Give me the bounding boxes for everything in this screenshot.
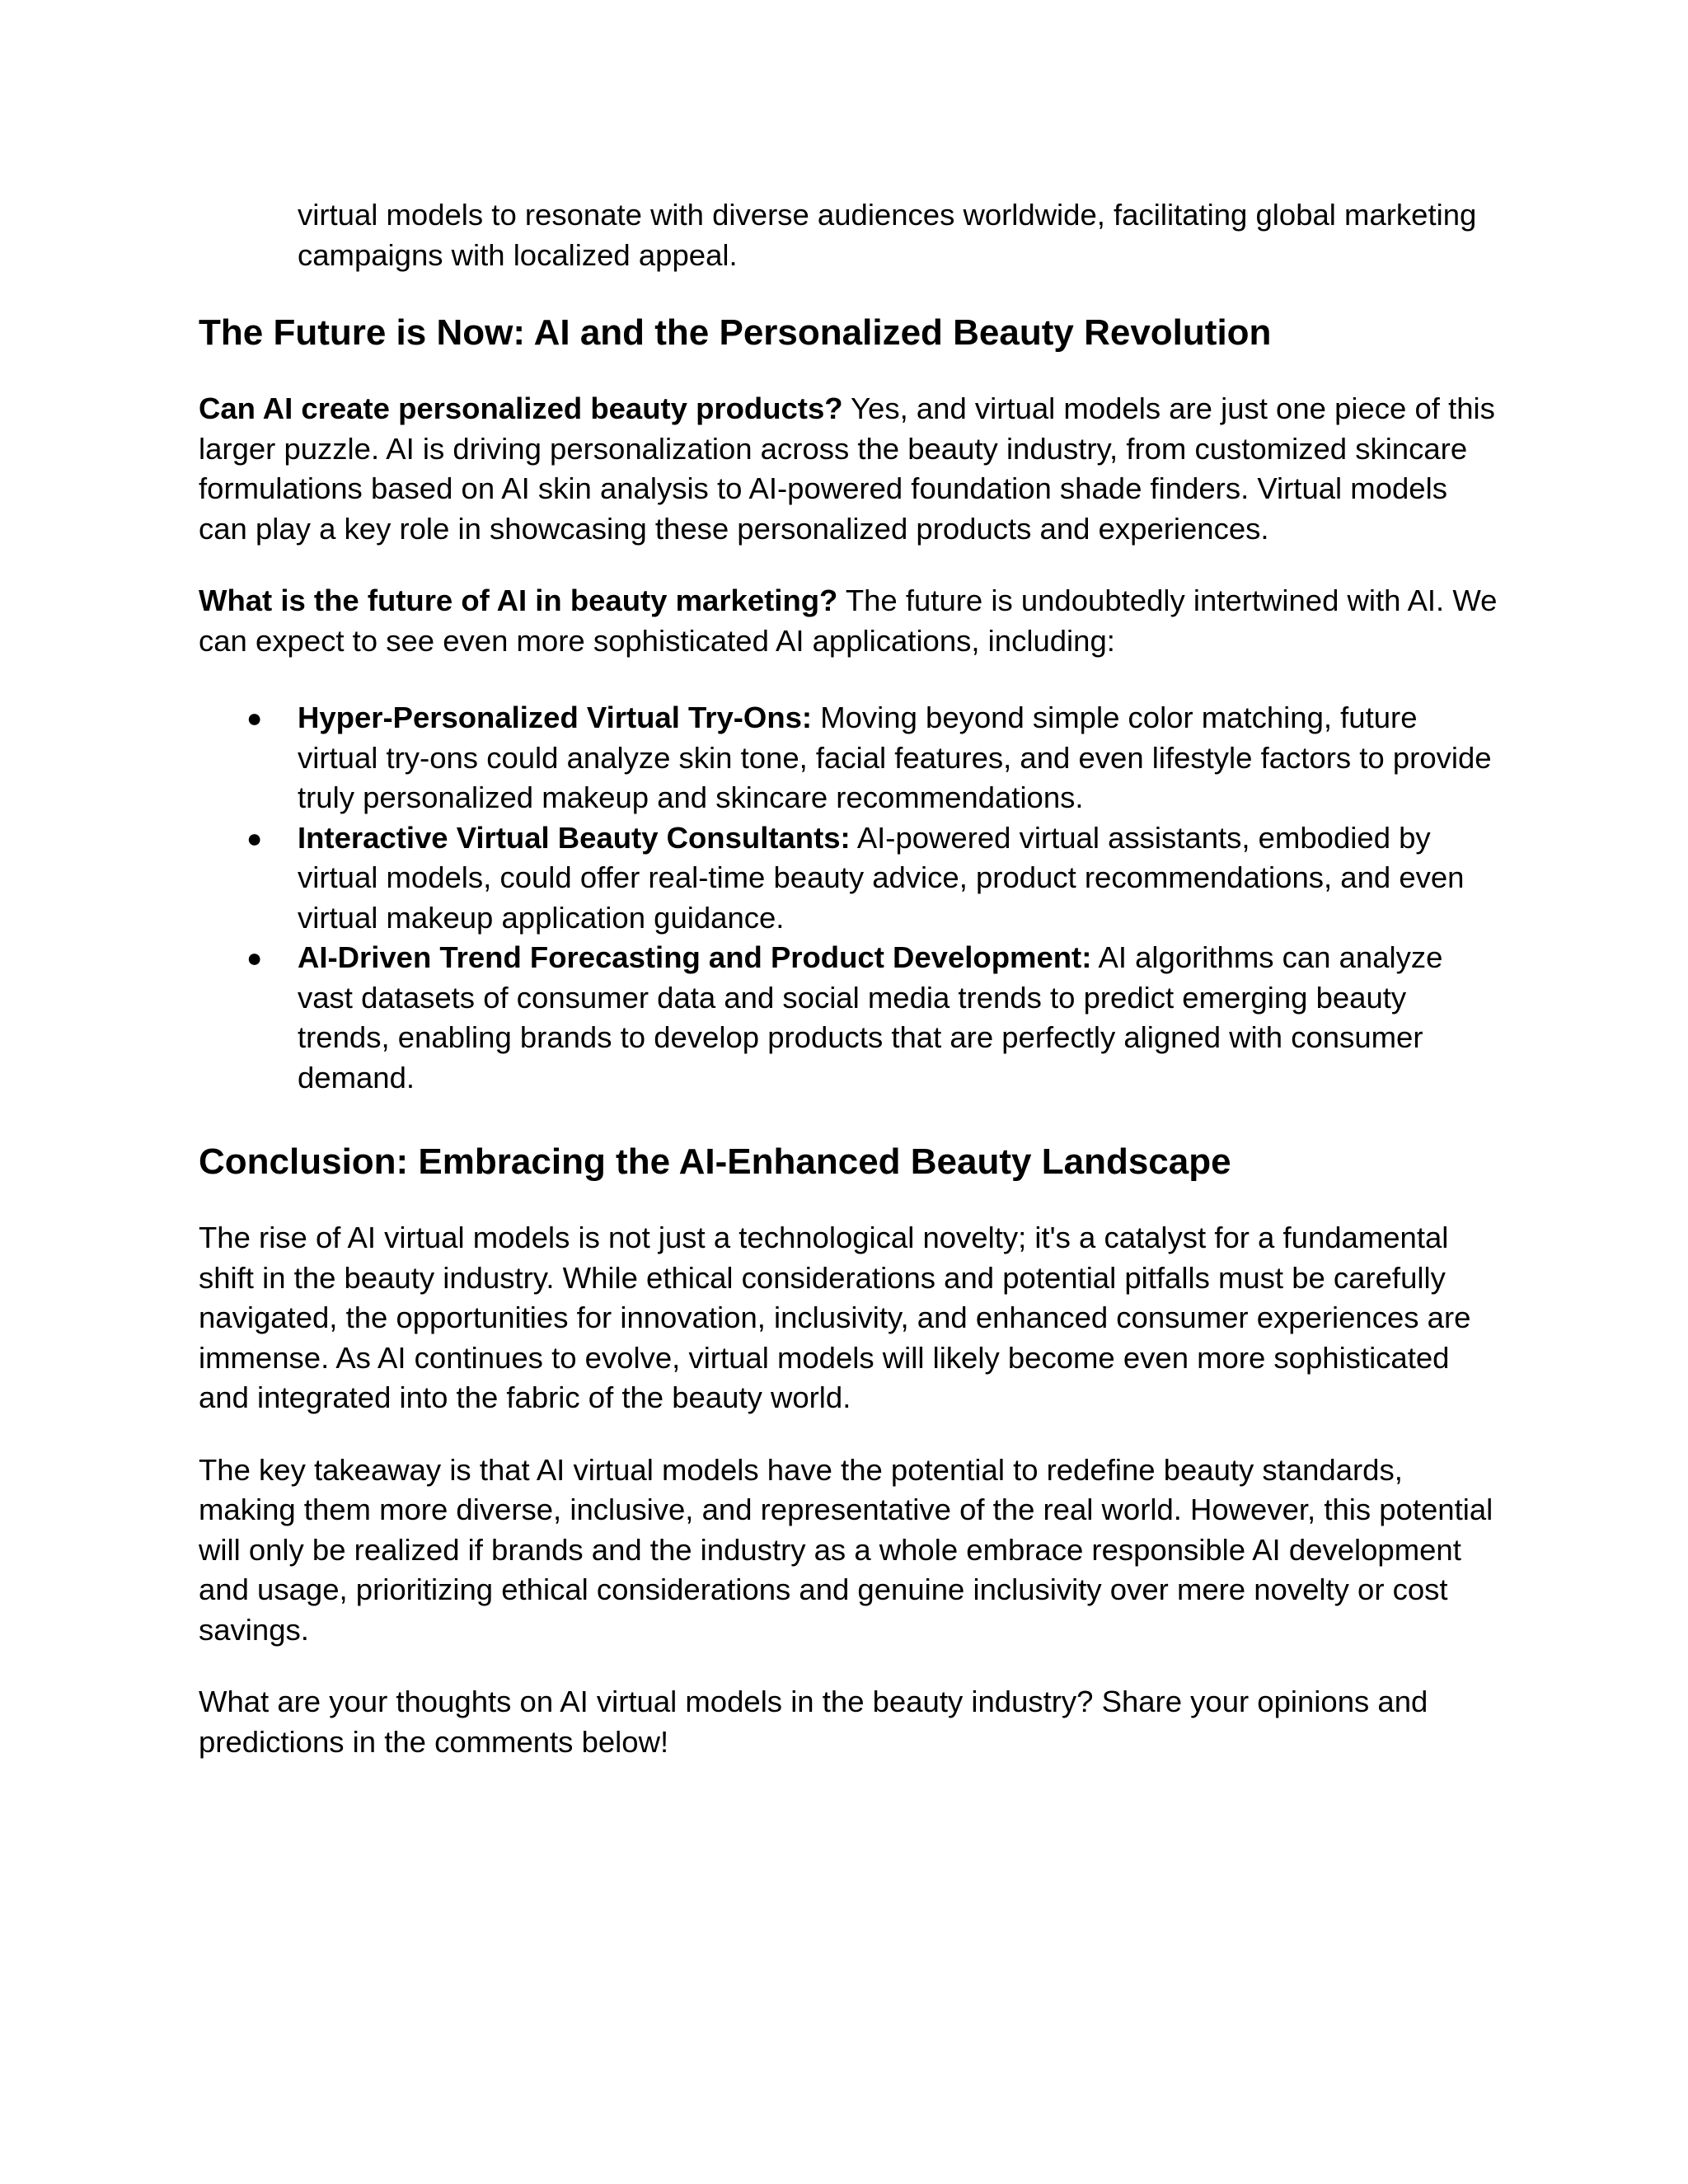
conclusion-paragraph-1: The rise of AI virtual models is not just a technological novelty; it's a catalyst for a fundamental shift in the beauty industry. While ethical considerations and potential pitfalls must be carefully navigated, the opportunities for innovation, inclusivity, and enhanced consumer experiences are immense. As AI continues to evolve, virtual models will likely become even more sophisticated and integrated into the fabric of the beauty world.: [199, 1221, 1471, 1414]
list-item: [199, 698, 1501, 818]
list-item-title: Hyper-Personalized Virtual Try-Ons:: [298, 701, 813, 734]
paragraph-future-marketing: [199, 581, 1501, 661]
list-item-text: Moving beyond simple color matching, future virtual try-ons could analyze skin tone, facial features, and even lifestyle factors to provide truly personalized makeup and skincare recommendations.: [298, 701, 1492, 814]
question-future-marketing: What is the future of AI in beauty marketing?: [199, 583, 838, 617]
document-content: [199, 195, 1501, 1762]
heading-conclusion: Conclusion: Embracing the AI-Enhanced Beauty Landscape: [199, 1141, 1231, 1182]
list-item-title: AI-Driven Trend Forecasting and Product Development:: [298, 940, 1092, 974]
answer-personalized-products: Yes, and virtual models are just one piece of this larger puzzle. AI is driving personalization across the beauty industry, from customized skincare formulations based on AI skin analysis to AI-powered foundation shade finders. Virtual models can play a key role in showcasing these personalized products and experiences.: [199, 391, 1495, 546]
bullet-icon: ●: [246, 823, 263, 853]
list-item-title: Interactive Virtual Beauty Consultants:: [298, 820, 851, 855]
question-personalized-products: Can AI create personalized beauty products?: [199, 391, 843, 425]
bullet-icon: ●: [246, 703, 263, 733]
list-item: [199, 938, 1501, 1098]
conclusion-paragraph-2: The key takeaway is that AI virtual models have the potential to redefine beauty standards, making them more diverse, inclusive, and representative of the real world. However, this potential will only be realized if brands and the industry as a whole embrace responsible AI development and usage, prioritizing ethical considerations and genuine inclusivity over mere novelty or cost savings.: [199, 1452, 1493, 1647]
paragraph-personalized-products: [199, 389, 1501, 549]
conclusion-paragraph-3: What are your thoughts on AI virtual models in the beauty industry? Share your opinions and predictions in the comments below!: [199, 1685, 1428, 1759]
list-item-text: AI-powered virtual assistants, embodied by virtual models, could offer real-time beauty advice, product recommendations, and even virtual makeup application guidance.: [298, 820, 1465, 935]
heading-future: The Future is Now: AI and the Personalized Beauty Revolution: [199, 312, 1272, 353]
future-applications-list: [199, 698, 1501, 1098]
continued-list-text: virtual models to resonate with diverse audiences worldwide, facilitating global marketing campaigns with localized appeal.: [298, 198, 1477, 272]
list-item-text: AI algorithms can analyze vast datasets of consumer data and social media trends to predict emerging beauty trends, enabling brands to develop products that are perfectly aligned with consumer demand.: [298, 940, 1443, 1094]
bullet-icon: ●: [246, 943, 263, 972]
answer-future-marketing: The future is undoubtedly intertwined with AI. We can expect to see even more sophisticated AI applications, including:: [199, 583, 1498, 658]
list-item: [199, 818, 1501, 939]
